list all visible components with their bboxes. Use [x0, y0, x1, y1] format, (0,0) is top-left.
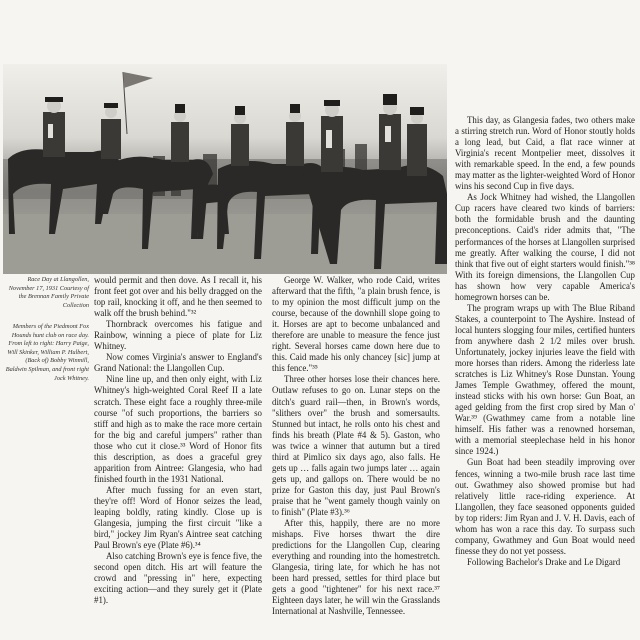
paragraph: George W. Walker, who rode Caid, writes afterward that the fifth, "a plain brush fence, is to my opinion the most difficult jump on the course, because of the downhill slope going to it. Horses are apt to become unbalanced and therefore are unable to measure the fence just right. Several horses came down here due to this. Caid made his only chancey [sic] jump at this fence."³⁵: [272, 275, 440, 374]
paragraph: This day, as Glangesia fades, two others make a stirring stretch run. Word of Honor stoutly holds a long lead, but Caid, a flat race winner at Virginia's recent Montpelier meet, dissolves it with remarkable speed. In the end, a few pounds may matter as the lighter-weighted Word of Honor wins his second Cup in five days.: [455, 115, 635, 192]
paragraph: As Jock Whitney had wished, the Llangollen Cup racers have cleared two kinds of barriers: both the formidable brush and the daunting preconceptions. Caid's rider admits that, "The performances of the horses at Llangollen surprised me greatly. After walking the course, I did not think that five out of eight starters would finish."³⁸ With its foreign dimensions, the Llangollen Cup has shown how very capable America's homegrown horses can be.: [455, 192, 635, 302]
race-day-photo: [3, 64, 447, 274]
paragraph: After much fussing for an even start, they're off! Word of Honor seizes the lead, leaping boldly, rating kindly. Close up is Glangesia, jumping the first circuit "like a bird," jockey Jim Ryan's Aintree seat catching Paul Brown's eye (Plate #6).³⁴: [94, 484, 262, 551]
paragraph: Now comes Virginia's answer to England's Grand National: the Llangollen Cup.: [94, 352, 262, 374]
paragraph: Three other horses lose their chances here. Outlaw refuses to go on. Lunar steps on the ditch's guard rail—then, in Brown's words, "slithers over" the brush and somersaults. Stunned but intact, he rolls onto his chest and finds his breath (Plate #4 & 5). Gaston, who was twice a winner that autumn but a tired third at Pimlico six days ago, also falls. He gets up … falls again two jumps later … again gets up, and gallops on. There would be no prize for Gaston this day, just Paul Brown's praise that he "went gamely though vainly on to finish" (Plate #3).³⁶: [272, 374, 440, 517]
paragraph: After this, happily, there are no more mishaps. Five horses thwart the dire predictions for the Llangollen Cup, clearing everything and rounding into the homestretch. Glangesia, tiring late, for which he has not been hard pressed, settles for third place but gets a good "tightener" for his next race.³⁷ Eighteen days later, he will win the Grasslands International at Nashville, Tennessee.: [272, 518, 440, 617]
text-column-2: [272, 275, 440, 617]
photo-caption: Race Day at Llangollen, November 17, 1931 Courtesy of the Brennan Family Private Collection: [8, 276, 89, 309]
paragraph: would permit and then dove. As I recall it, his front feet got over and his belly dragged on the top rail, knocking it off, and he then seemed to walk off the brush behind."³²: [94, 275, 262, 319]
paragraph: Thornbrack overcomes his fatigue and Rainbow, winning a piece of plate for Liz Whitney.: [94, 319, 262, 352]
paragraph: Gun Boat had been steadily improving over fences, winning a two-mile brush race last time out. Gwathmey also showed promise but had relatively little race-riding experience. At Llangollen, they face seasoned opponents guided by top riders: Jim Ryan and J. V. H. Davis, each of whom has won a race this day. To surpass such company, Gwathmey and Gun Boat would need finesse they do not yet possess.: [455, 457, 635, 556]
text-column-3: [455, 115, 635, 568]
paragraph: Nine line up, and then only eight, with Liz Whitney's high-weighted Coral Reef II a late scratch. These eight face a roughly three-mile course "of such proportions, the barriers so stiff and high as to make the race more certain for the big and careful jumpers" rather than those who cut it close.³³ Word of Honor fits this description, as does a graceful grey apparition from Aintree: Glangesia, who had finished fourth in the 1931 National.: [94, 374, 262, 484]
paragraph: The program wraps up with The Blue Riband Stakes, a counterpoint to The Ayshire. Instead of local hunters slogging four miles, certified hunters from anywhere dash 2 1/2 miles over brush. Unfortunately, jockey injuries leave the field with more horses than riders. Among the riderless late scratches is Liz Whitney's Rose Dunstan. Young James Temple Gwathmey, offered the mount, instead sticks with his own horse: Gun Boat, an aged gelding from the first crop sired by Man o' War.³⁹ (Gwathmey came from a notable line himself. His father was a renowned horseman, with a memorial steeplechase held in his honor since 1924.): [455, 302, 635, 457]
text-column-1: [94, 275, 262, 606]
photo-caption-members: Members of the Piedmont Fox Hounds hunt club on race day. From left to right: Harry Paige, Will Skinker, William P. Hulbert, (Back of) Bobby Winmill, Baldwin Spilman, and front right Jock Whitney.: [5, 323, 89, 382]
paragraph: Following Bachelor's Drake and Le Digard: [467, 556, 621, 567]
paragraph: Also catching Brown's eye is fence five, the second open ditch. His art will feature the crowd and "pressing in" here, expecting exciting action—and they surely get it (Plate #1).: [94, 551, 262, 606]
